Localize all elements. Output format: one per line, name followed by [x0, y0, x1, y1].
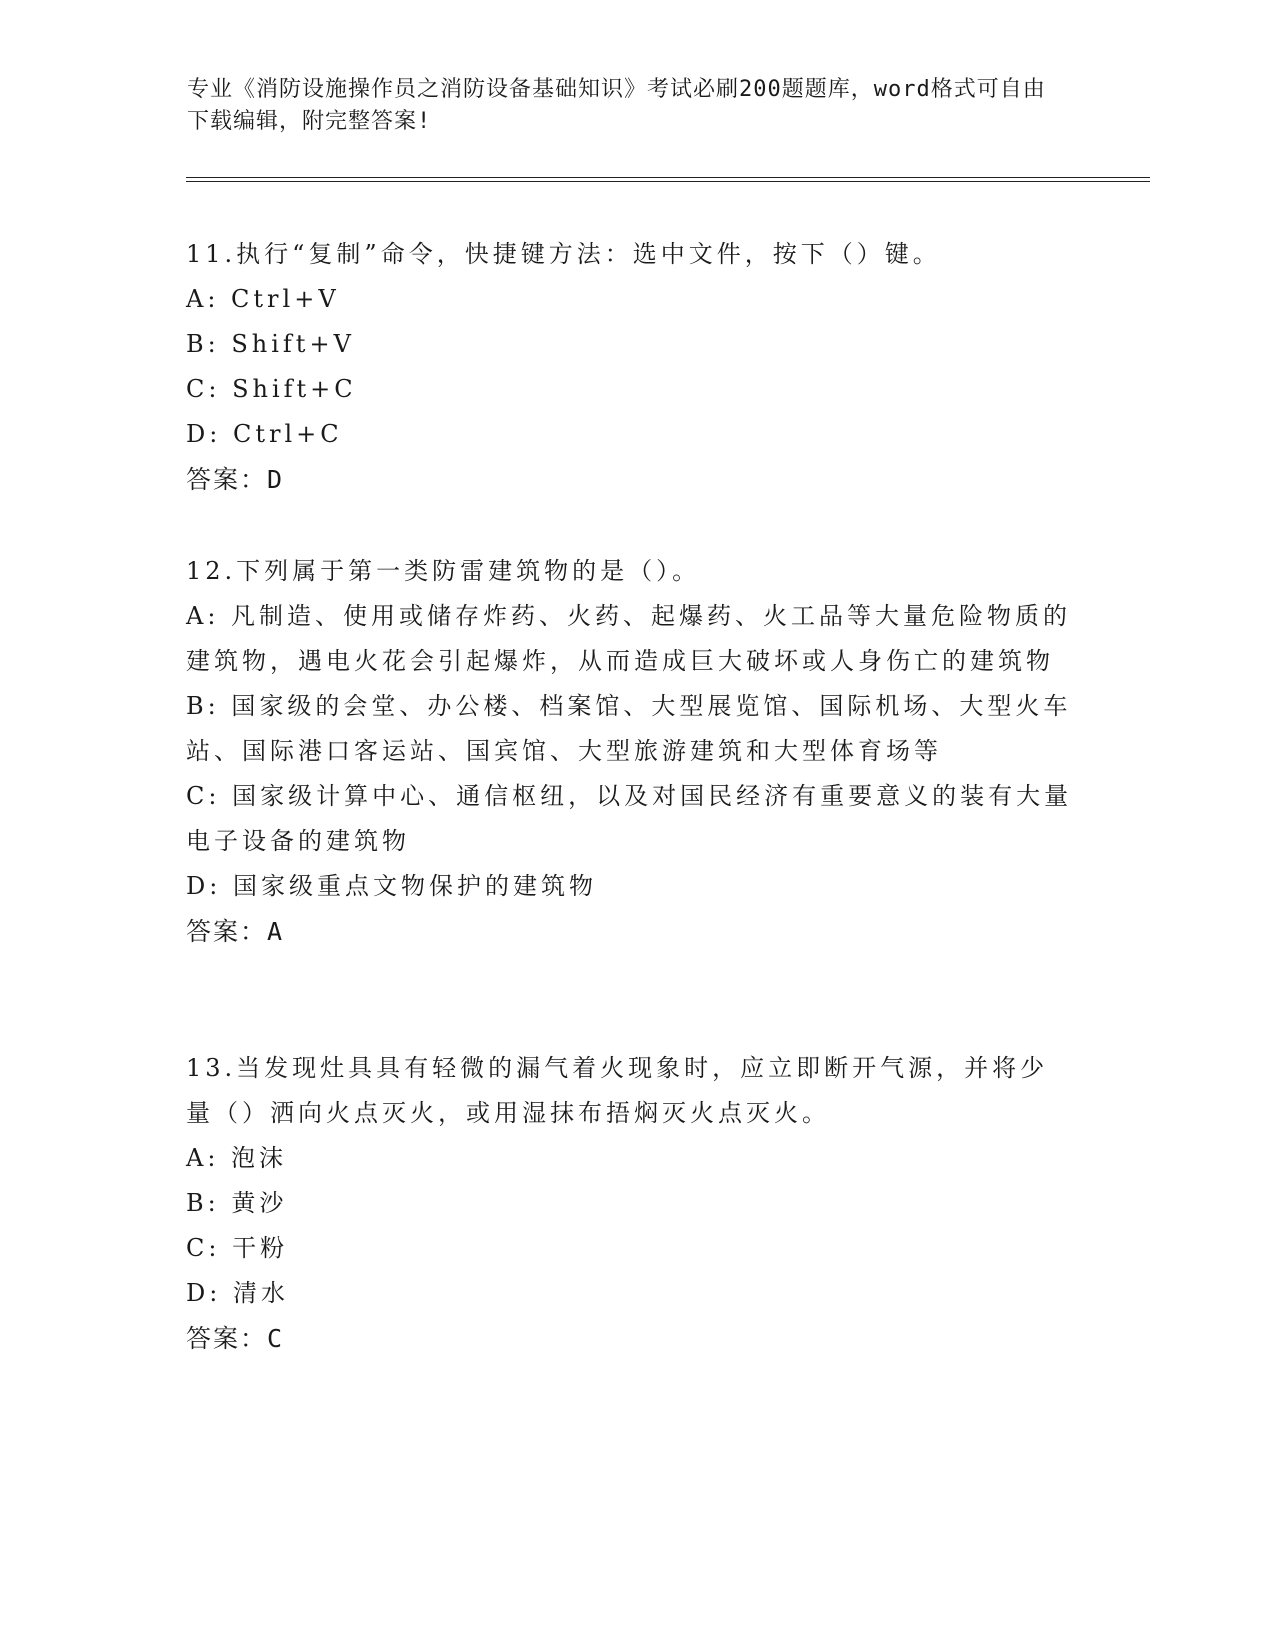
option-a: A: Ctrl+V	[186, 285, 340, 313]
option-c: C: Shift+C	[186, 375, 357, 403]
option-c: C: 国家级计算中心、通信枢纽，以及对国民经济有重要意义的装有大量电子设备的建筑物	[186, 782, 1073, 855]
option-b: B: 国家级的会堂、办公楼、档案馆、大型展览馆、国际机场、大型火车站、国际港口客运站、国宾馆、大型旅游建筑和大型体育场等	[186, 692, 1072, 765]
option-b: B: 黄沙	[186, 1189, 288, 1217]
question-11	[186, 232, 1076, 502]
option-d: D: Ctrl+C	[186, 420, 343, 448]
document-header: 专业《消防设施操作员之消防设备基础知识》考试必刷200题题库，word格式可自由下载编辑，附完整答案!	[187, 77, 1046, 134]
option-d: D: 国家级重点文物保护的建筑物	[186, 872, 597, 900]
question-stem: 11.执行“复制”命令，快捷键方法：选中文件，按下（）键。	[186, 240, 941, 268]
option-a: A: 泡沫	[186, 1144, 288, 1172]
question-12	[186, 549, 1076, 954]
option-a: A: 凡制造、使用或储存炸药、火药、起爆药、火工品等大量危险物质的建筑物，遇电火花会引起爆炸，从而造成巨大破坏或人身伤亡的建筑物	[186, 602, 1072, 675]
answer-line: 答案：A	[186, 917, 285, 946]
question-stem: 12.下列属于第一类防雷建筑物的是（）。	[186, 557, 701, 585]
answer-line: 答案：C	[186, 1324, 285, 1353]
option-d: D: 清水	[186, 1279, 289, 1307]
header-divider	[186, 177, 1150, 182]
question-stem: 13.当发现灶具具有轻微的漏气着火现象时，应立即断开气源，并将少量（）洒向火点灭火，或用湿抹布捂焖灭火点灭火。	[186, 1054, 1049, 1127]
option-b: B: Shift+V	[186, 330, 355, 358]
question-13	[186, 1046, 1076, 1361]
option-c: C: 干粉	[186, 1234, 289, 1262]
answer-line: 答案：D	[186, 465, 285, 494]
